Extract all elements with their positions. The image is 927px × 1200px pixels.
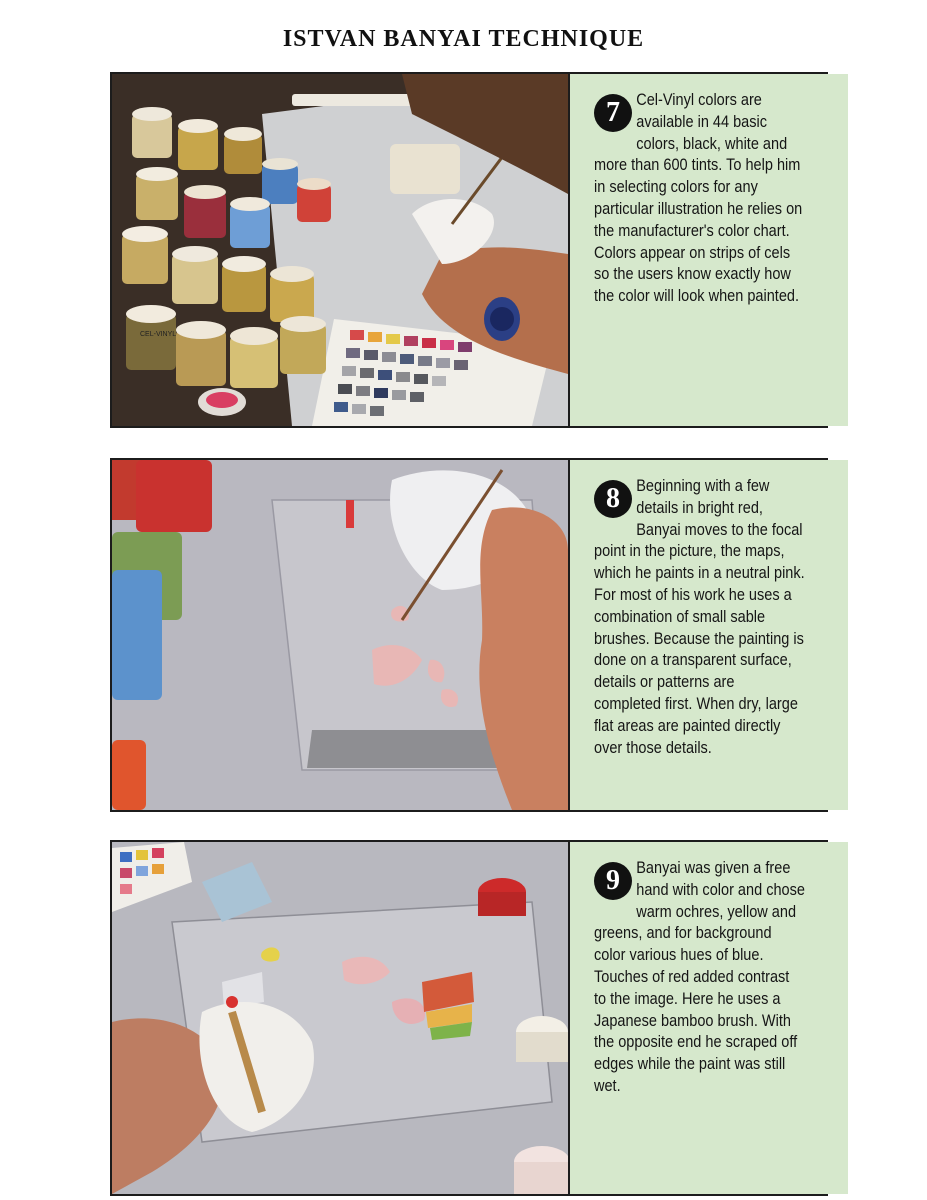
photo-illustration <box>112 460 568 810</box>
step-number-badge: 8 <box>594 480 632 518</box>
caption-box-7 <box>568 74 848 426</box>
caption-box-8 <box>568 460 848 810</box>
caption-text: Beginning with a few details in bright red, Banyai moves to the focal point in the picture, the maps, which he paints in a neutral pink. For most of his work he uses a combination of small sable brushes. Because the painting is done on a transparent surface, details or patterns are completed first. When dry, large flat areas are painted directly over those details. <box>594 477 805 757</box>
jar-label: CEL-VINYL <box>140 331 177 338</box>
caption-text: Banyai was given a free hand with color and chose warm ochres, yellow and greens, and for background color various hues of blue. Touches of red added contrast to the image. Here he uses a Japanese bamboo brush. With the opposite end he scraped off edges while the paint was still wet. <box>594 859 805 1095</box>
caption-text: Cel-Vinyl colors are available in 44 basic colors, black, white and more than 600 tints. To help him in selecting colors for any particular illustration he relies on the manufacturer's color chart. Colors appear on strips of cels so the users know exactly how the color will look when painted. <box>594 91 803 306</box>
photo-painting-map-details <box>112 460 568 810</box>
page-title: ISTVAN BANYAI TECHNIQUE <box>282 26 645 52</box>
caption-box-9 <box>568 842 848 1194</box>
step-panel-7 <box>110 72 828 428</box>
photo-bamboo-brush <box>112 842 568 1194</box>
photo-paint-jars-color-chart <box>112 74 568 426</box>
photo-illustration <box>112 74 568 426</box>
step-number-badge: 9 <box>594 862 632 900</box>
step-panel-9 <box>110 840 828 1196</box>
photo-illustration <box>112 842 568 1194</box>
step-panel-8 <box>110 458 828 812</box>
step-number-badge: 7 <box>594 94 632 132</box>
